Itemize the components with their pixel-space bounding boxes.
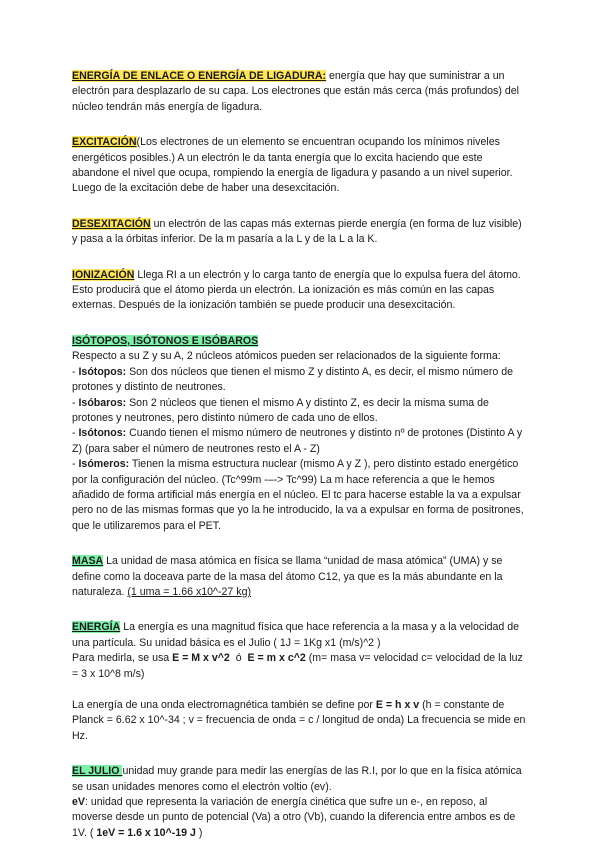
section-energia — [72, 620, 528, 682]
section-julio — [72, 764, 528, 841]
heading-julio: EL JULIO — [72, 765, 123, 778]
document-page — [72, 69, 528, 861]
heading-isotopos: ISÓTOPOS, ISÓTONOS E ISÓBAROS — [72, 334, 259, 347]
section-isotopos — [72, 334, 528, 534]
term-isotonos: Isótonos: — [78, 427, 127, 440]
text-julio: unidad muy grande para medir las energías de las R.I, por lo que en la física atómica se usan unidades menores como el electrón voltio (ev). — [72, 765, 522, 793]
list-item: - Isóbaros: Son 2 núcleos que tienen el mismo A y distinto Z, es decir la misma suma de protones y neutrones, pero distinto número de cada uno de ellos. — [72, 396, 489, 424]
formula-hv: E = h x v — [375, 699, 420, 711]
formula-uma: (1 uma = 1.66 x10^-27 kg) — [127, 585, 251, 598]
heading-masa: MASA — [72, 555, 104, 568]
formula-ev: 1eV = 1.6 x 10^-19 J — [96, 826, 196, 839]
text-desexcitacion: un electrón de las capas más externas pierde energía (en forma de luz visible) y pasa a la órbitas inferior. De la m pasaría a la L y de la L a la K. — [72, 217, 522, 246]
text-energia: La energía es una magnitud física que hace referencia a la masa y a la velocidad de una partícula. Su unidad básica es el Julio ( 1J = 1Kg x1 (m/s)^2 ) — [72, 621, 519, 649]
heading-excitacion: EXCITACIÓN — [72, 136, 137, 149]
heading-energia: ENERGÍA — [72, 621, 121, 634]
text-enlace: energía que hay que suministrar a un electrón para desplazarlo de su capa. Los electrones que están más cerca (más profundos) del núcleo tendrán más energía de ligadura. — [72, 70, 519, 113]
isotopos-intro: Respecto a su Z y su A, 2 núcleos atómicos pueden ser relacionados de la siguiente forma: — [72, 350, 501, 363]
heading-enlace: ENERGÍA DE ENLACE O ENERGÍA DE LIGADURA: — [72, 70, 327, 82]
text-ionizacion: Llega RI a un electrón y lo carga tanto de energía que lo expulsa fuera del átomo. Esto producirá que el átomo pierda un electrón. La ionización es más común en las capas externas. Después de la ionización también se puede producir una desexcitación. — [72, 268, 521, 312]
energia-formulas: Para medirla, se usa E = M x v^2 ó E = m x c^2 (m= masa v= velocidad c= velocidad de la luz = 3 x 10^8 m/s) — [72, 652, 523, 680]
heading-ionizacion: IONIZACIÓN — [72, 268, 135, 281]
term-isomeros: Isómeros: — [78, 458, 130, 471]
text-excitacion: (Los electrones de un elemento se encuentran ocupando los mínimos niveles energéticos posibles.) A un electrón le da tanta energía que lo excita haciendo que este abandone el nivel que ocupa, rompiendo la energía de ligadura y pasando a un nivel superior. Luego de la excitación debe de haber una desexcitación. — [72, 136, 513, 195]
term-isotopos: Isótopos: — [78, 365, 127, 378]
list-item: - Isótonos: Cuando tienen el mismo número de neutrones y distinto nº de protones (Distinto A y Z) (para saber el número de neutrones resto el A - Z) — [72, 427, 523, 455]
formula-mc2: E = m x c^2 — [247, 652, 306, 665]
list-item: - Isótopos: Son dos núcleos que tienen el mismo Z y distinto A, es decir, el mismo número de protones y distinto de neutrones. — [72, 365, 514, 394]
formula-mv2: E = M x v^2 — [172, 652, 230, 665]
term-ev: eV — [72, 796, 85, 809]
section-ionizacion — [72, 268, 528, 314]
text-masa: La unidad de masa atómica en física se llama “unidad de masa atómica” (UMA) y se define como la doceava parte de la masa del átomo C12, ya que es la más abundante en la naturaleza. — [72, 555, 503, 598]
term-isobaros: Isóbaros: — [78, 396, 127, 409]
section-enlace — [72, 69, 528, 115]
heading-desexcitacion: DESEXITACIÓN — [72, 217, 151, 230]
section-onda: La energía de una onda electromagnética también se define por E = h x v (h = constante de Planck = 6.62 x 10^-34 ; v = frecuencia de onda = c / longitud de onda) La frecuencia se mide en Hz. — [72, 699, 526, 742]
ev-definition: eV: unidad que representa la variación de energía cinética que sufre un e-, en reposo, al moverse desde un punto de potencial (Va) a otro (Vb), cuando la diferencia entre ambos es de 1V. ( 1eV = 1.6 x 10^-19 J ) — [72, 796, 516, 839]
section-masa — [72, 554, 528, 600]
section-desexcitacion — [72, 217, 528, 248]
section-excitacion — [72, 135, 528, 197]
list-item: - Isómeros: Tienen la misma estructura nuclear (mismo A y Z ), pero distinto estado energético por la configuración del núcleo. (Tc^99m -–-> Tc^99) La m hace referencia a que le hemos añadido de forma artificial más energía en el núcleo. El tc para hacerse estable la va a expulsar pero no de las mismas formas que yo la he introducido, la va a expulsar en forma de positrones, que le utilizaremos para el PET. — [72, 458, 524, 532]
